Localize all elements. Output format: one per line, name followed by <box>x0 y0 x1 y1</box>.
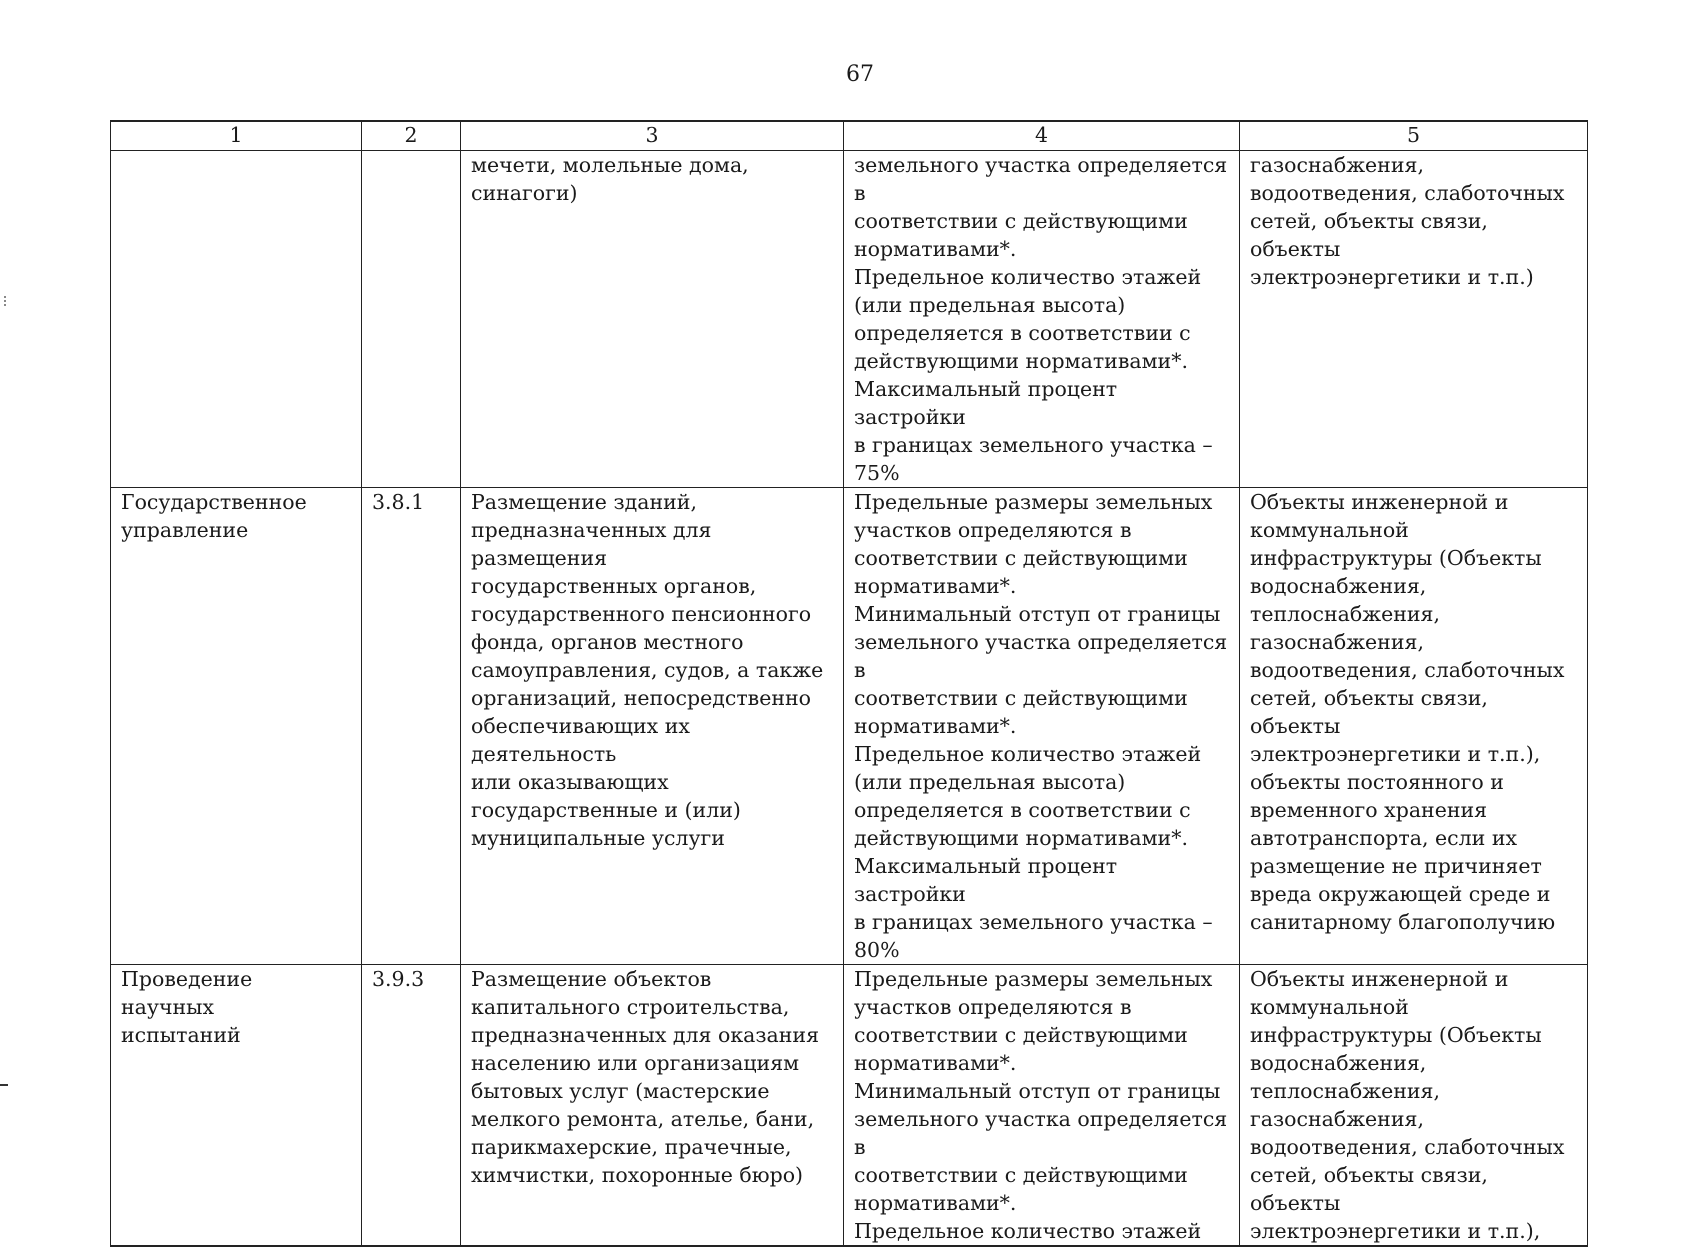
column-header: 3 <box>461 121 844 151</box>
cell-use-description: Размещение объектов капитального строительства, предназначенных для оказания населению или организациям бытовых услуг (мастерские мелкого ремонта, ателье, бани, парикмахерские, прачечные, химчистки, похоронные бюро) <box>461 965 844 1247</box>
column-header: 5 <box>1240 121 1588 151</box>
cell-use-code: 3.8.1 <box>362 488 461 965</box>
cell-use-name <box>111 151 362 488</box>
cell-objects: Объекты инженерной и коммунальной инфраструктуры (Объекты водоснабжения, теплоснабжения, газоснабжения, водоотведения, слаботочных сетей, объекты связи, объекты электроэнергетики и т.п.), объекты постоянного и временного хранения автотранспорта, если их размещение не причиняет вреда окружающей среде и санитарному благополучию <box>1240 488 1588 965</box>
table-header-row <box>111 121 1588 151</box>
cell-parameters: Предельные размеры земельных участков определяются в соответствии с действующими нормативами*. Минимальный отступ от границы земельного участка определяется в соответствии с действующими нормативами*. Предельное количество этажей <box>844 965 1240 1247</box>
table-row <box>111 151 1588 488</box>
cell-use-name: Государственное управление <box>111 488 362 965</box>
table-row <box>111 965 1588 1247</box>
column-header: 1 <box>111 121 362 151</box>
cell-use-description: мечети, молельные дома, синагоги) <box>461 151 844 488</box>
cell-use-name: Проведение научных испытаний <box>111 965 362 1247</box>
column-header: 2 <box>362 121 461 151</box>
cell-use-code: 3.9.3 <box>362 965 461 1247</box>
cell-parameters: Предельные размеры земельных участков определяются в соответствии с действующими нормативами*. Минимальный отступ от границы земельного участка определяется в соответствии с действующими нормативами*. Предельное количество этажей (или предельная высота) определяется в соответствии с действующими нормативами*. Максимальный процент застройки в границах земельного участка – 80% <box>844 488 1240 965</box>
cell-use-description: Размещение зданий, предназначенных для размещения государственных органов, государственного пенсионного фонда, органов местного самоуправления, судов, а также организаций, непосредственно обеспечивающих их деятельность или оказывающих государственные и (или) муниципальные услуги <box>461 488 844 965</box>
margin-mark-dash <box>0 1084 8 1086</box>
margin-mark-dots <box>4 296 8 306</box>
cell-objects: Объекты инженерной и коммунальной инфраструктуры (Объекты водоснабжения, теплоснабжения, газоснабжения, водоотведения, слаботочных сетей, объекты связи, объекты электроэнергетики и т.п.), <box>1240 965 1588 1247</box>
cell-objects: газоснабжения, водоотведения, слаботочных сетей, объекты связи, объекты электроэнергетики и т.п.) <box>1240 151 1588 488</box>
column-header: 4 <box>844 121 1240 151</box>
table-row <box>111 488 1588 965</box>
cell-use-code <box>362 151 461 488</box>
page-number: 67 <box>846 62 874 87</box>
cell-parameters: земельного участка определяется в соответствии с действующими нормативами*. Предельное количество этажей (или предельная высота) определяется в соответствии с действующими нормативами*. Максимальный процент застройки в границах земельного участка – 75% <box>844 151 1240 488</box>
land-use-table <box>110 120 1588 1247</box>
